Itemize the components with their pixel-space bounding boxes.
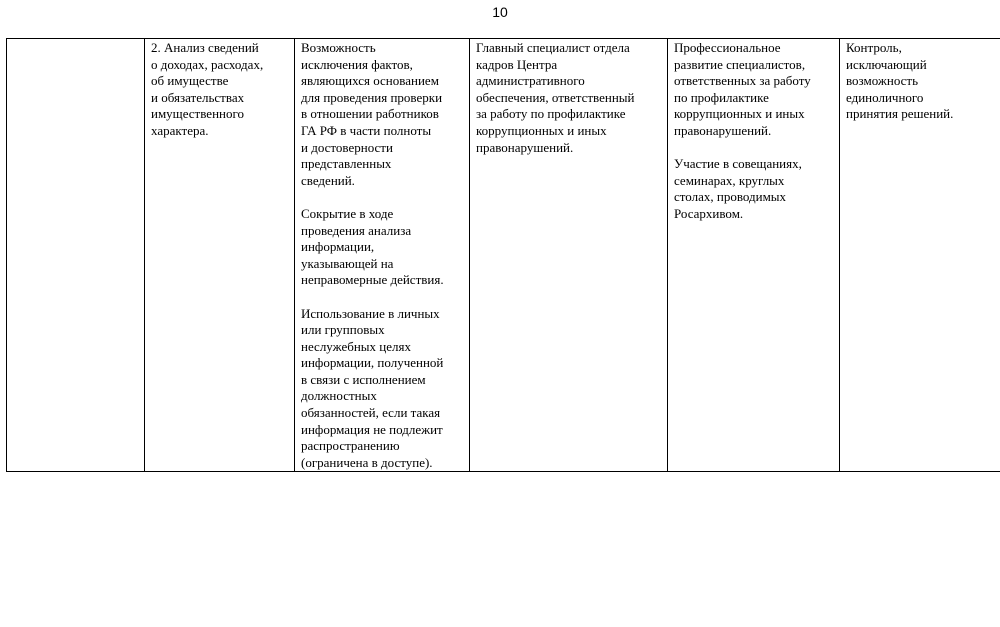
measure-paragraph: Профессиональное развитие специалистов, ответственных за работу по профилактике коррупционных и иных правонарушений. <box>674 40 811 138</box>
process-text: 2. Анализ сведений о доходах, расходах, об имуществе и обязательствах имущественного характера. <box>151 40 264 138</box>
table-cell-process <box>145 39 295 472</box>
table-cell-risks <box>295 39 470 472</box>
risk-paragraph: Возможность исключения фактов, являющихся основанием для проведения проверки в отношении работников ГА РФ в части полноты и достоверности представленных сведений. <box>301 40 443 188</box>
corruption-risk-table <box>6 38 1000 472</box>
table-cell-control <box>840 39 1000 472</box>
responsible-text: Главный специалист отдела кадров Центра административного обеспечения, ответственный за работу по профилактике коррупционных и иных правонарушений. <box>476 40 635 155</box>
table-cell-measures <box>668 39 840 472</box>
measure-paragraph: Участие в совещаниях, семинарах, круглых столах, проводимых Росархивом. <box>674 156 802 221</box>
table-cell-empty <box>7 39 145 472</box>
table-row <box>7 39 1000 472</box>
page-number: 10 <box>492 4 508 20</box>
table-cell-responsible <box>470 39 668 472</box>
control-text: Контроль, исключающий возможность единоличного принятия решений. <box>846 40 954 122</box>
risk-paragraph: Использование в личных или групповых неслужебных целях информации, полученной в связи с исполнением должностных обязанностей, если такая информация не подлежит распространению (ограничена в доступе). <box>301 305 444 470</box>
risk-paragraph: Сокрытие в ходе проведения анализа информации, указывающей на неправомерные действия. <box>301 205 444 288</box>
